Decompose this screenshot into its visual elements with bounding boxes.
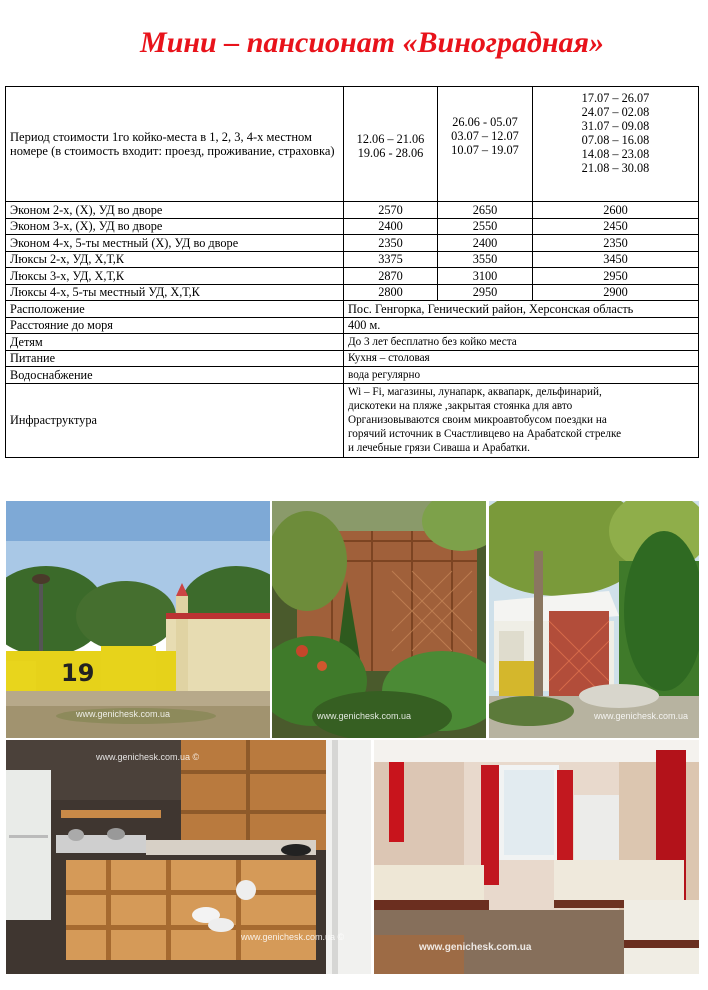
- room-name: Эконом 3-х, (Х), УД во дворе: [6, 218, 344, 235]
- photo-gate: [6, 501, 270, 738]
- info-label: Расположение: [6, 301, 344, 318]
- price-cell: 2400: [438, 235, 533, 252]
- page-title: Мини – пансионат «Виноградная»: [140, 26, 604, 59]
- price-cell: 2350: [344, 235, 438, 252]
- info-label: Питание: [6, 350, 344, 367]
- info-label: Расстояние до моря: [6, 317, 344, 334]
- info-row: [6, 301, 699, 318]
- price-cell: 3550: [438, 251, 533, 268]
- price-cell: 3375: [344, 251, 438, 268]
- room-row: [6, 218, 699, 235]
- room-name: Люксы 4-х, 5-ты местный УД, Х,Т,К: [6, 284, 344, 301]
- info-value: Кухня – столовая: [344, 350, 699, 367]
- info-row: [6, 367, 699, 384]
- room-name: Люксы 3-х, УД, Х,Т,К: [6, 268, 344, 285]
- watermark: www.genichesk.com.ua: [317, 711, 412, 721]
- info-row: [6, 350, 699, 367]
- info-value: 400 м.: [344, 317, 699, 334]
- period-2: 26.06 - 05.07 03.07 – 12.07 10.07 – 19.07: [438, 87, 533, 202]
- price-cell: 2450: [533, 218, 699, 235]
- price-cell: 2650: [438, 202, 533, 219]
- room-row: [6, 268, 699, 285]
- infra-value: Wi – Fi, магазины, лунапарк, аквапарк, дельфинарий, дискотеки на пляже ,закрытая стоянка для авто Организовываются своим микроавтобусом поездки на горячий источник в Счастливцево на Арабатской стрелке и лечебные грязи Сиваша и Арабатки.: [344, 383, 699, 457]
- infra-row: [6, 383, 699, 457]
- photo-bedroom: [374, 740, 699, 974]
- watermark: www.genichesk.com.ua: [419, 942, 532, 953]
- price-cell: 2950: [533, 268, 699, 285]
- price-cell: 3100: [438, 268, 533, 285]
- info-label: Детям: [6, 334, 344, 351]
- watermark: www.genichesk.com.ua ©: [96, 752, 200, 762]
- watermark: www.genichesk.com.ua ©: [241, 932, 345, 942]
- price-cell: 3450: [533, 251, 699, 268]
- price-cell: 2900: [533, 284, 699, 301]
- info-value: вода регулярно: [344, 367, 699, 384]
- photo-pergola: [272, 501, 486, 738]
- info-row: [6, 334, 699, 351]
- room-row: [6, 251, 699, 268]
- price-cell: 2800: [344, 284, 438, 301]
- gate-number-sign: 19: [61, 659, 95, 687]
- room-row: [6, 202, 699, 219]
- info-row: [6, 317, 699, 334]
- price-cell: 2600: [533, 202, 699, 219]
- infra-label: Инфраструктура: [6, 383, 344, 457]
- price-cell: 2950: [438, 284, 533, 301]
- price-table: [5, 86, 699, 458]
- period-1: 12.06 – 21.06 19.06 - 28.06: [344, 87, 438, 202]
- price-cell: 2870: [344, 268, 438, 285]
- info-label: Водоснабжение: [6, 367, 344, 384]
- price-cell: 2570: [344, 202, 438, 219]
- period-3: 17.07 – 26.07 24.07 – 02.08 31.07 – 09.08 07.08 – 16.08 14.08 – 23.08 21.08 – 30.08: [533, 87, 699, 202]
- price-cell: 2400: [344, 218, 438, 235]
- room-name: Люксы 2-х, УД, Х,Т,К: [6, 251, 344, 268]
- room-row: [6, 235, 699, 252]
- period-header-row: [6, 87, 699, 202]
- price-cell: 2550: [438, 218, 533, 235]
- period-label: Период стоимости 1го койко-места в 1, 2, 3, 4-х местном номере (в стоимость входит: проезд, проживание, страховка): [6, 87, 344, 202]
- info-value: До 3 лет бесплатно без койко места: [344, 334, 699, 351]
- photo-cottage: [489, 501, 699, 738]
- price-cell: 2350: [533, 235, 699, 252]
- watermark: www.genichesk.com.ua: [594, 711, 689, 721]
- room-name: Эконом 2-х, (Х), УД во дворе: [6, 202, 344, 219]
- photo-kitchen: [6, 740, 371, 974]
- info-value: Пос. Генгорка, Генический район, Херсонская область: [344, 301, 699, 318]
- room-name: Эконом 4-х, 5-ты местный (Х), УД во дворе: [6, 235, 344, 252]
- room-row: [6, 284, 699, 301]
- watermark: www.genichesk.com.ua: [76, 709, 171, 719]
